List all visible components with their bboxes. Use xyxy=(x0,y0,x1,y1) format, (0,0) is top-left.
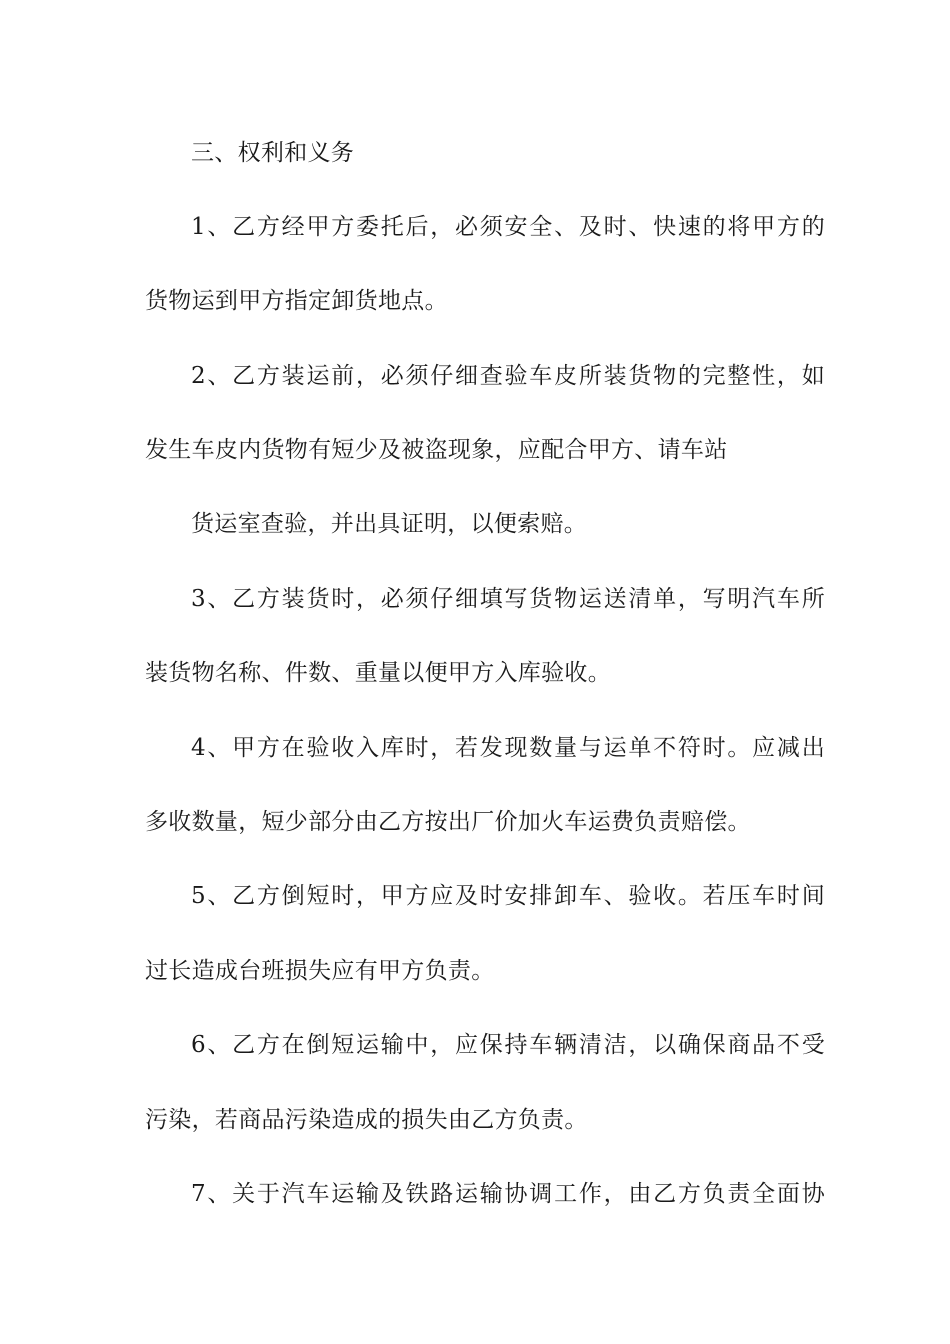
paragraph-line: 货物运到甲方指定卸货地点。 xyxy=(145,288,448,314)
paragraph-line: 多收数量，短少部分由乙方按出厂价加火车运费负责赔偿。 xyxy=(145,809,751,835)
paragraph-line: 发生车皮内货物有短少及被盗现象，应配合甲方、请车站 xyxy=(145,437,728,463)
paragraph-line: 6、乙方在倒短运输中，应保持车辆清洁，以确保商品不受 xyxy=(191,1032,825,1058)
paragraph-line: 4、甲方在验收入库时，若发现数量与运单不符时。应减出 xyxy=(191,735,825,761)
paragraph-line: 过长造成台班损失应有甲方负责。 xyxy=(145,958,495,984)
paragraph-line: 污染，若商品污染造成的损失由乙方负责。 xyxy=(145,1107,588,1133)
paragraph-line: 5、乙方倒短时，甲方应及时安排卸车、验收。若压车时间 xyxy=(191,883,825,909)
paragraph-line: 3、乙方装货时，必须仔细填写货物运送清单，写明汽车所 xyxy=(191,586,825,612)
paragraph-line: 装货物名称、件数、重量以便甲方入库验收。 xyxy=(145,660,611,686)
paragraph-line: 1、乙方经甲方委托后，必须安全、及时、快速的将甲方的 xyxy=(191,214,825,240)
paragraph-line: 货运室查验，并出具证明，以便索赔。 xyxy=(191,511,588,537)
section-heading: 三、权利和义务 xyxy=(191,140,355,166)
paragraph-line: 7、关于汽车运输及铁路运输协调工作，由乙方负责全面协 xyxy=(191,1181,825,1207)
paragraph-line: 2、乙方装运前，必须仔细查验车皮所装货物的完整性，如 xyxy=(191,363,825,389)
